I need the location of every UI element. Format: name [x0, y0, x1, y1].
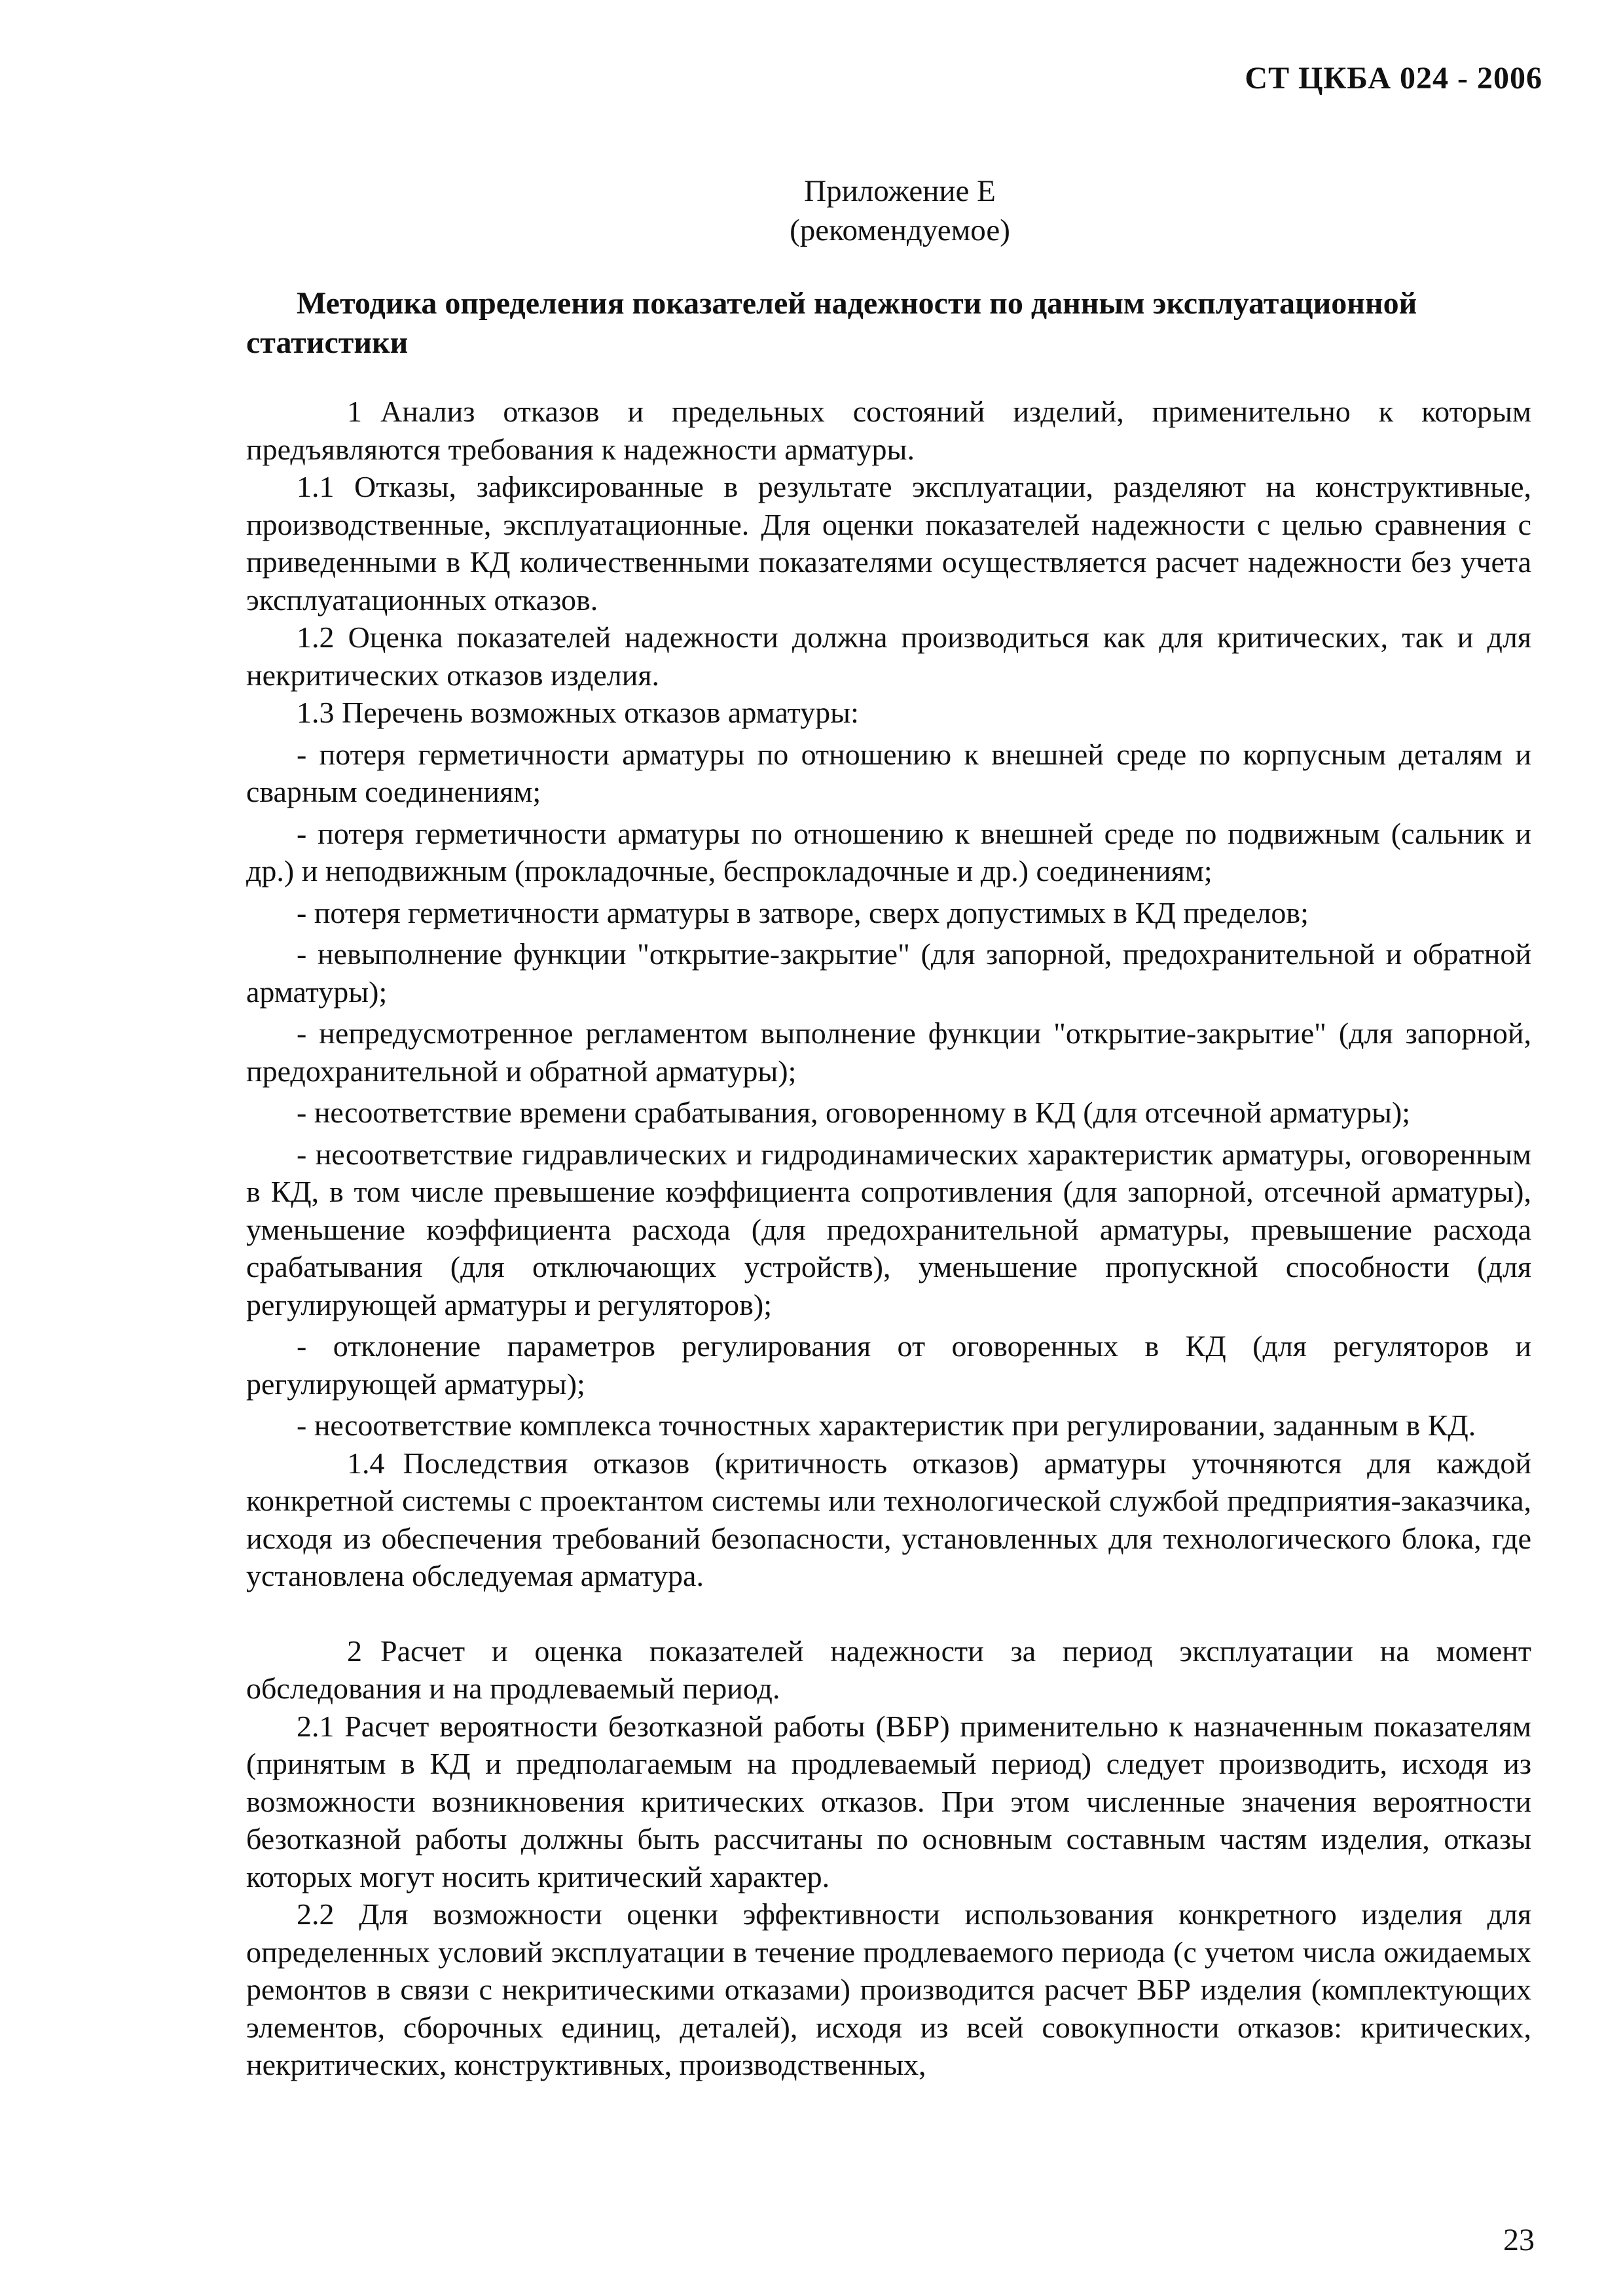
- paragraph-1-3: 1.3 Перечень возможных отказов арматуры:: [297, 696, 859, 729]
- paragraph-1-4: [246, 1444, 1531, 1595]
- failure-list-item: - несоответствие времени срабатывания, оговоренному в КД (для отсечной арматуры);: [297, 1096, 1411, 1129]
- failure-list-item: - потеря герметичности арматуры по отношению к внешней среде по корпусным деталям и сварным соединениям;: [246, 737, 1531, 808]
- paragraph-2-1: 2.1 Расчет вероятности безотказной работы (ВБР) применительно к назначенным показателям (принятым в КД и предполагаемым на продлеваемый период) следует производить, исходя из возможности возникновения критических отказов. При этом численные значения вероятности безотказной работы должны быть рассчитаны по основным составным частям изделия, отказы которых могут носить критический характер.: [246, 1709, 1531, 1893]
- paragraph-2-text: Расчет и оценка показателей надежности за период эксплуатации на момент обследования и на продлеваемый период.: [246, 1634, 1531, 1705]
- failure-list-item: - невыполнение функции "открытие-закрытие" (для запорной, предохранительной и обратной арматуры);: [246, 937, 1531, 1009]
- paragraph-1-4-number: 1.4: [347, 1446, 385, 1480]
- section-title-line-1: Методика определения показателей надежности по данным эксплуатационной: [297, 286, 1417, 321]
- paragraph-1: [246, 393, 1531, 468]
- paragraph-1-1: 1.1 Отказы, зафиксированные в результате эксплуатации, разделяют на конструктивные, производственные, эксплуатационные. Для оценки показателей надежности с целью сравнения с приведенными в КД количественными показателями осуществляется расчет надежности без учета эксплуатационных отказов.: [246, 470, 1531, 617]
- failure-list-item: - отклонение параметров регулирования от оговоренных в КД (для регуляторов и регулирующей арматуры);: [246, 1329, 1531, 1401]
- section-title: [246, 284, 1536, 363]
- paragraph-1-2: 1.2 Оценка показателей надежности должна производиться как для критических, так и для некритических отказов изделия.: [246, 620, 1531, 692]
- document-code-header: СТ ЦКБА 024 - 2006: [1245, 61, 1542, 96]
- failure-list-item: - несоответствие гидравлических и гидродинамических характеристик арматуры, оговоренным в КД, в том числе превышение коэффициента сопротивления (для запорной, отсечной арматуры), уменьшение коэффициента расхода (для предохранительной арматуры, превышение расхода срабатывания (для отключающих устройств), уменьшение пропускной способности (для регулирующей арматуры и регуляторов);: [246, 1137, 1531, 1321]
- paragraph-1-4-text: Последствия отказов (критичность отказов) арматуры уточняются для каждой конкретной системы с проектантом системы или технологической службой предприятия-заказчика, исходя из обеспечения требований безопасности, установленных для технологического блока, где установлена обследуемая арматура.: [246, 1446, 1531, 1592]
- paragraph-2-2: 2.2 Для возможности оценки эффективности использования конкретного изделия для определенных условий эксплуатации в течение продлеваемого периода (с учетом числа ожидаемых ремонтов в связи с некритическими отказами) производится расчет ВБР изделия (комплектующих элементов, сборочных единиц, деталей), исходя из всей совокупности отказов: критических, некритических, конструктивных, производственных,: [246, 1897, 1531, 2081]
- failure-list-item: - непредусмотренное регламентом выполнение функции "открытие-закрытие" (для запорной, предохранительной и обратной арматуры);: [246, 1016, 1531, 1088]
- paragraph-2-number: 2: [347, 1634, 362, 1668]
- failure-list-item: - потеря герметичности арматуры по отношению к внешней среде по подвижным (сальник и др.) и неподвижным (прокладочные, беспрокладочные и др.) соединениям;: [246, 816, 1531, 888]
- failure-list-item: - потеря герметичности арматуры в затворе, сверх допустимых в КД пределов;: [297, 895, 1309, 929]
- appendix-note: (рекомендуемое): [790, 213, 1010, 247]
- page-number: 23: [1503, 2223, 1535, 2257]
- appendix-heading: [0, 171, 1623, 250]
- paragraph-1-number: 1: [347, 395, 362, 428]
- paragraph-1-text: Анализ отказов и предельных состояний изделий, применительно к которым предъявляются требования к надежности арматуры.: [246, 395, 1531, 466]
- document-body: [246, 393, 1531, 2084]
- appendix-label: Приложение Е: [804, 174, 996, 208]
- failure-list-item: - несоответствие комплекса точностных характеристик при регулировании, заданным в КД.: [297, 1408, 1476, 1442]
- paragraph-2: [246, 1632, 1531, 1708]
- section-title-line-2: статистики: [246, 325, 409, 360]
